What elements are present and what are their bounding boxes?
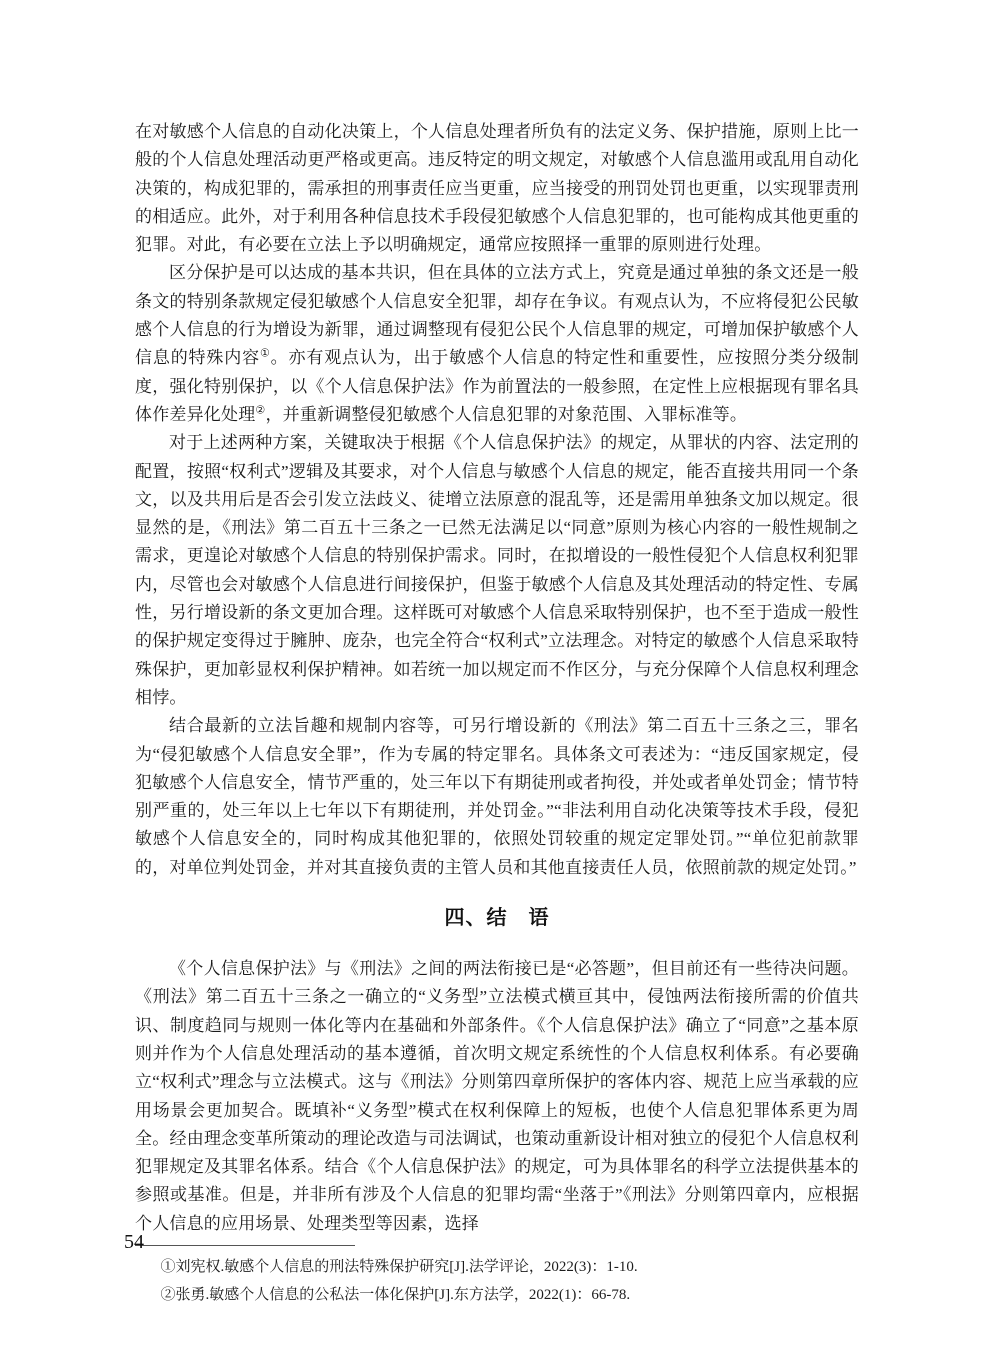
footnote-ref-1: ① (259, 347, 271, 360)
body-paragraph-3: 对于上述两种方案，关键取决于根据《个人信息保护法》的规定，从罪状的内容、法定刑的配置，按照“权利式”逻辑及其要求，对个人信息与敏感个人信息的规定，能否直接共用同一个条文，以及共用后是否会引发立法歧义、徒增立法原意的混乱等，还是需用单独条文加以规定。很显然的是，《刑法》第二百五十三条之一已然无法满足以“同意”原则为核心内容的一般性规制之需求，更遑论对敏感个人信息的特别保护需求。同时，在拟增设的一般性侵犯个人信息权利犯罪内，尽管也会对敏感个人信息进行间接保护，但鉴于敏感个人信息及其处理活动的特定性、专属性，另行增设新的条文更加合理。这样既可对敏感个人信息采取特别保护，也不至于造成一般性的保护规定变得过于臃肿、庞杂，也完全符合“权利式”立法理念。对特定的敏感个人信息采取特殊保护，更加彰显权利保护精神。如若统一加以规定而不作区分，与充分保障个人信息权利理念相悖。 (135, 433, 859, 707)
body-paragraph-4: 结合最新的立法旨趣和规制内容等，可另行增设新的《刑法》第二百五十三条之三，罪名为“侵犯敏感个人信息安全罪”，作为专属的特定罪名。具体条文可表述为：“违反国家规定，侵犯敏感个人信息安全，情节严重的，处三年以下有期徒刑或者拘役，并处或者单处罚金；情节特别严重的，处三年以上七年以下有期徒刑，并处罚金。”“非法利用自动化决策等技术手段，侵犯敏感个人信息安全的，同时构成其他犯罪的，依照处罚较重的规定定罪处罚。”“单位犯前款罪的，对单位判处罚金，并对其直接负责的主管人员和其他直接责任人员，依照前款的规定处罚。” (135, 716, 859, 877)
footnote-1-marker: ① (160, 1258, 176, 1275)
footnote-1 (135, 1253, 859, 1281)
paragraph-2-segment-3: ，并重新调整侵犯敏感个人信息犯罪的对象范围、入罪标准等。 (265, 404, 748, 424)
body-paragraph-1: 在对敏感个人信息的自动化决策上，个人信息处理者所负有的法定义务、保护措施，原则上比一般的个人信息处理活动更严格或更高。违反特定的明文规定，对敏感个人信息滥用或乱用自动化决策的，构成犯罪的，需承担的刑事责任应当更重，应当接受的刑罚处罚也更重，以实现罪责刑的相适应。此外，对于利用各种信息技术手段侵犯敏感个人信息犯罪的，也可能构成其他更重的犯罪。对此，有必要在立法上予以明确规定，通常应按照择一重罪的原则进行处理。 (135, 122, 859, 255)
paragraph-2-segment-1: 区分保护是可以达成的基本共识，但在具体的立法方式上，究竟是通过单独的条文还是一般条文的特别条款规定侵犯敏感个人信息安全犯罪，却存在争议。有观点认为，不应将侵犯公民敏感个人信息的行为增设为新罪，通过调整现有侵犯公民个人信息罪的规定，可增加保护敏感个人信息的特殊内容 (135, 263, 859, 368)
footnote-block (135, 1245, 859, 1309)
body-paragraph-2 (135, 259, 859, 429)
footnote-2-text: 张勇.敏感个人信息的公私法一体化保护[J].东方法学，2022(1)：66-78. (175, 1286, 631, 1303)
paragraph-2-segment-2: 。亦有观点认为，出于敏感个人信息的特定性和重要性，应按照分类分级制度，强化特别保护，以《个人信息保护法》作为前置法的一般参照，在定性上应根据现有罪名具体作差异化处理 (135, 348, 859, 424)
footnote-2-marker: ② (160, 1286, 176, 1303)
footnote-separator (135, 1245, 355, 1246)
footnote-1-text: 刘宪权.敏感个人信息的刑法特殊保护研究[J].法学评论，2022(3)：1-10. (175, 1258, 638, 1275)
section-heading-conclusion: 四、结 语 (444, 907, 550, 930)
body-paragraph-5: 《个人信息保护法》与《刑法》之间的两法衔接已是“必答题”，但目前还有一些待决问题。《刑法》第二百五十三条之一确立的“义务型”立法模式横亘其中，侵蚀两法衔接所需的价值共识、制度趋同与规则一体化等内在基础和外部条件。《个人信息保护法》确立了“同意”之基本原则并作为个人信息处理活动的基本遵循，首次明文规定系统性的个人信息权利体系。有必要确立“权利式”理念与立法模式。这与《刑法》分则第四章所保护的客体内容、规范上应当承载的应用场景会更加契合。既填补“义务型”模式在权利保障上的短板，也使个人信息犯罪体系更为周全。经由理念变革所策动的理论改造与司法调试，也策动重新设计相对独立的侵犯个人信息权利犯罪规定及其罪名体系。结合《个人信息保护法》的规定，可为具体罪名的科学立法提供基本的参照或基准。但是，并非所有涉及个人信息的犯罪均需“坐落于”《刑法》分则第四章内，应根据个人信息的应用场景、处理类型等因素，选择 (135, 959, 859, 1233)
page-text-block (135, 118, 859, 1309)
footnote-ref-2: ② (255, 404, 266, 417)
page-number: 54 (124, 1231, 144, 1253)
footnote-2 (135, 1281, 859, 1309)
